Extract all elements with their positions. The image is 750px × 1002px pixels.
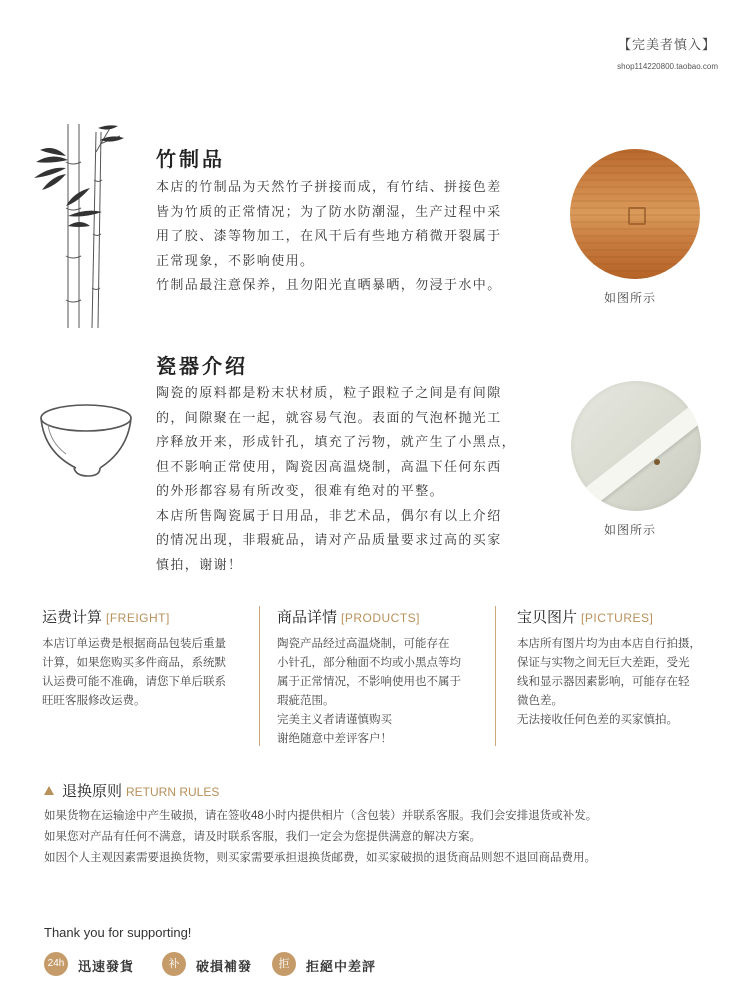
fast-shipping-label: 迅速發貨 xyxy=(78,960,135,975)
freight-line: 认运费可能不准确，请您下单后联系 xyxy=(42,676,226,688)
bamboo-section-title: 竹制品 xyxy=(156,147,225,171)
products-text xyxy=(277,635,487,749)
porcelain-caption: 如图所示 xyxy=(604,523,657,537)
return-rule-line: 如果您对产品有任何不满意，请及时联系客服，我们一定会为您提供满意的解决方案。 xyxy=(44,831,481,843)
freight-line: 旺旺客服修改运费。 xyxy=(42,695,146,707)
return-rules-title-cn: 退换原则 xyxy=(62,783,123,800)
porcelain-section-title: 瓷器介绍 xyxy=(156,354,248,378)
brand-title: 【完美者慎入】 xyxy=(617,38,716,53)
bowl-illustration-icon xyxy=(36,394,136,482)
products-title-cn: 商品详情 xyxy=(277,609,338,626)
thanks-text: Thank you for supporting! xyxy=(44,925,192,940)
products-line: 陶瓷产品经过高温烧制，可能存在 xyxy=(277,638,450,650)
porcelain-line: 陶瓷的原料都是粉末状材质，粒子跟粒子之间是有间隙 xyxy=(156,386,502,401)
pictures-line: 微色差。 xyxy=(517,695,563,707)
products-line: 小针孔，部分釉面不均或小黑点等均 xyxy=(277,657,461,669)
porcelain-sample-image xyxy=(571,381,701,511)
return-rule-line: 如果货物在运输途中产生破损，请在签收48小时内提供相片（含包装）并联系客服。我们会安排退货或补发。 xyxy=(44,810,598,822)
freight-text xyxy=(42,635,252,711)
damage-replacement-label: 破損補發 xyxy=(196,960,253,975)
bamboo-line: 正常现象，不影响使用。 xyxy=(156,253,315,269)
triangle-icon xyxy=(44,786,54,795)
bamboo-description xyxy=(156,176,556,299)
porcelain-line: 的，间隙聚在一起，就容易气泡。表面的气泡杯抛光工 xyxy=(156,410,502,426)
pictures-line: 本店所有图片均为由本店自行拍摄， xyxy=(517,638,701,650)
porcelain-line: 的外形都容易有所改变，很难有绝对的平整。 xyxy=(156,484,445,499)
bamboo-illustration-icon xyxy=(28,122,128,330)
porcelain-line: 慎拍，谢谢！ xyxy=(156,557,243,573)
products-line: 属于正常情况，不影响使用也不属于 xyxy=(277,676,461,688)
column-divider xyxy=(259,606,260,746)
porcelain-description xyxy=(156,382,556,578)
porcelain-line: 序释放开来，形成针孔，填充了污物，就产生了小黑点， xyxy=(156,435,517,450)
bamboo-caption: 如图所示 xyxy=(604,291,657,305)
reject-icon: 拒 xyxy=(272,952,296,976)
return-rules-title xyxy=(44,780,219,801)
no-bad-review-label: 拒絕中差評 xyxy=(306,960,377,975)
porcelain-edge xyxy=(571,387,701,511)
products-title-en: [PRODUCTS] xyxy=(341,611,421,625)
pictures-line: 保证与实物之间无巨大差距，受光 xyxy=(517,657,690,669)
pictures-title-cn: 宝贝图片 xyxy=(517,609,578,626)
freight-title-en: [FREIGHT] xyxy=(106,611,170,625)
pictures-text xyxy=(517,635,717,730)
engraved-logo-icon xyxy=(628,207,646,225)
products-title xyxy=(277,606,420,627)
freight-title xyxy=(42,606,170,627)
replacement-icon: 补 xyxy=(162,952,186,976)
pictures-line: 无法接收任何色差的买家慎拍。 xyxy=(517,714,678,726)
porcelain-line: 的情况出现，非瑕疵品，请对产品质量要求过高的买家 xyxy=(156,533,502,548)
pictures-line: 线和显示器因素影响，可能存在轻 xyxy=(517,676,690,688)
bamboo-line: 竹制品最注意保养，且勿阳光直晒暴晒，勿浸于水中。 xyxy=(156,278,502,293)
return-rules-title-en: RETURN RULES xyxy=(126,785,220,799)
porcelain-line: 但不影响正常使用，陶瓷因高温烧制，高温下任何东西 xyxy=(156,459,502,475)
porcelain-line: 本店所售陶瓷属于日用品，非艺术品，偶尔有以上介绍 xyxy=(156,508,502,524)
24h-icon: 24h xyxy=(44,952,68,976)
products-line: 瑕疵范围。 xyxy=(277,695,335,707)
shop-url: shop114220800.taobao.com xyxy=(617,62,718,71)
return-rules-text xyxy=(44,806,724,869)
bamboo-line: 本店的竹制品为天然竹子拼接而成，有竹结、拼接色差 xyxy=(156,180,502,195)
freight-line: 本店订单运费是根据商品包装后重量 xyxy=(42,638,226,650)
return-rule-line: 如因个人主观因素需要退换货物，则买家需要承担退换货邮费，如买家破损的退货商品则恕不退回商品费用。 xyxy=(44,852,596,864)
bamboo-line: 皆为竹质的正常情况；为了防水防潮湿，生产过程中采 xyxy=(156,204,502,220)
column-divider xyxy=(495,606,496,746)
products-line: 完美主义者请谨慎购买 xyxy=(277,714,392,726)
products-line: 谢绝随意中差评客户！ xyxy=(277,733,392,745)
pictures-title-en: [PICTURES] xyxy=(581,611,654,625)
bamboo-line: 用了胶、漆等物加工，在风干后有些地方稍微开裂属于 xyxy=(156,229,502,244)
black-spot-icon xyxy=(654,459,660,465)
freight-title-cn: 运费计算 xyxy=(42,609,103,626)
bamboo-sample-image xyxy=(570,149,700,279)
pictures-title xyxy=(517,606,653,627)
freight-line: 计算，如果您购买多件商品，系统默 xyxy=(42,657,226,669)
